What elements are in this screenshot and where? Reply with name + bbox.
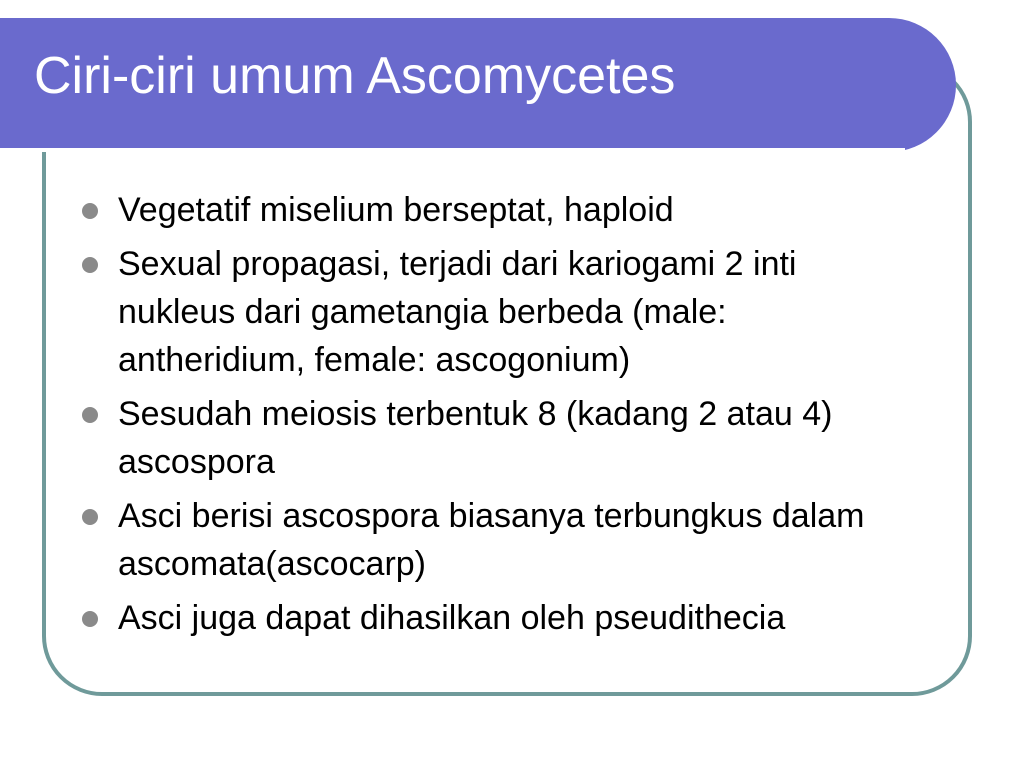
bullet-item	[82, 492, 922, 588]
bullet-item	[82, 594, 922, 642]
bullet-dot-icon	[82, 203, 98, 219]
bullet-text: Sexual propagasi, terjadi dari kariogami 2 inti nukleus dari gametangia berbeda (male: antheridium, female: ascogonium)	[118, 245, 797, 379]
bullet-text: Vegetatif miselium berseptat, haploid	[118, 191, 674, 229]
bullet-text: Asci juga dapat dihasilkan oleh pseudithecia	[118, 599, 786, 637]
slide-title: Ciri-ciri umum Ascomycetes	[34, 47, 676, 105]
bullet-text: Sesudah meiosis terbentuk 8 (kadang 2 atau 4) ascospora	[118, 395, 833, 481]
bullet-dot-icon	[82, 509, 98, 525]
bullet-dot-icon	[82, 257, 98, 273]
bullet-dot-icon	[82, 611, 98, 627]
bullet-list	[82, 186, 922, 648]
bullet-text: Asci berisi ascospora biasanya terbungkus dalam ascomata(ascocarp)	[118, 497, 865, 583]
title-underline	[0, 148, 905, 152]
bullet-item	[82, 390, 922, 486]
bullet-item	[82, 240, 922, 384]
bullet-dot-icon	[82, 407, 98, 423]
bullet-item	[82, 186, 922, 234]
